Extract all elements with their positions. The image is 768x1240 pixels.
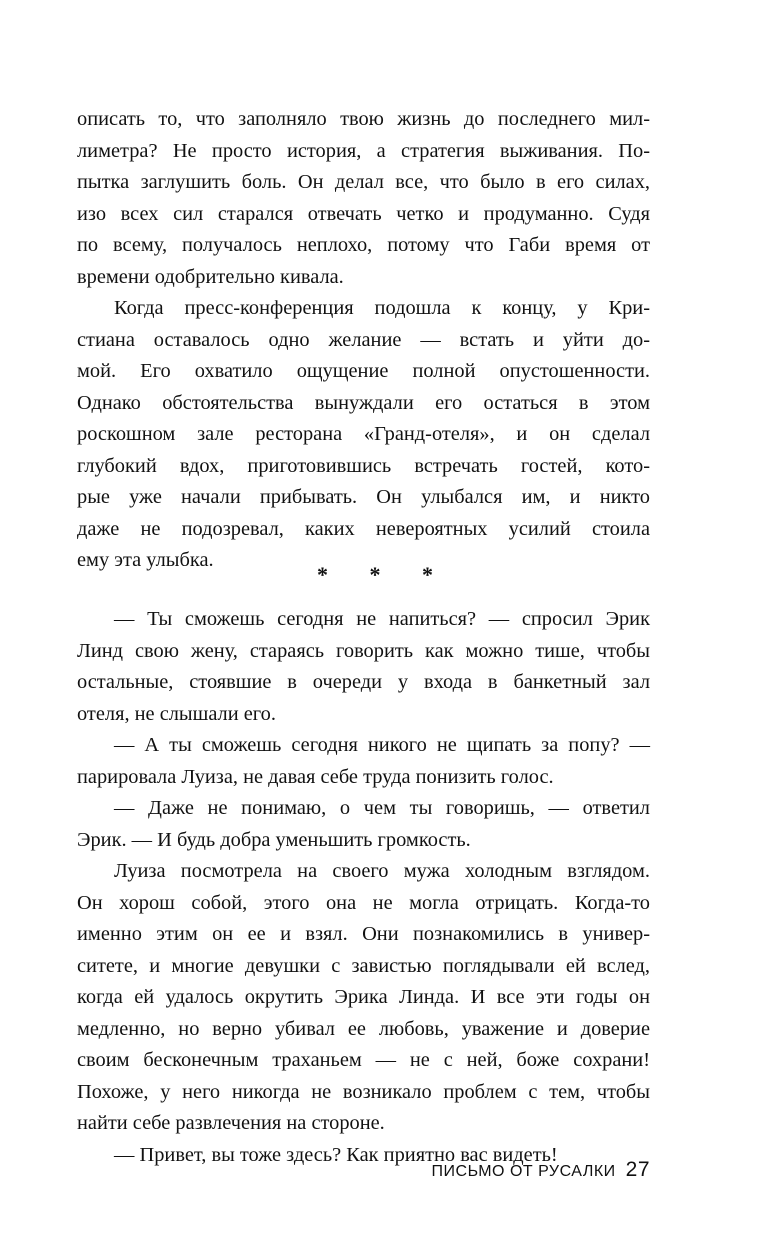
text-line: Линд свою жену, стараясь говорить как можно тише, чтобы <box>77 639 650 662</box>
text-line: — Привет, вы тоже здесь? Как приятно вас видеть! <box>114 1143 558 1166</box>
text-line: рые уже начали прибывать. Он улыбался им, и никто <box>77 486 650 508</box>
text-line: Луиза посмотрела на своего мужа холодным взглядом. <box>114 860 650 882</box>
text-line: по всему, получалось неплохо, потому что Габи время от <box>77 234 650 256</box>
text-line: лиметра? Не просто история, а стратегия выживания. По- <box>77 139 650 162</box>
text-line: мой. Его охватило ощущение полной опустошенности. <box>77 360 650 382</box>
text-line: Однако обстоятельства вынуждали его остаться в этом <box>77 391 650 414</box>
text-line: — Ты сможешь сегодня не напиться? — спросил Эрик <box>114 608 650 630</box>
text-line: медленно, но верно убивал ее любовь, уважение и доверие <box>77 1017 650 1040</box>
text-line: — А ты сможешь сегодня никого не щипать за попу? — <box>114 734 650 756</box>
text-line: описать то, что заполняло твою жизнь до последнего мил- <box>77 108 650 130</box>
text-line: Эрик. — И будь добра уменьшить громкость. <box>77 828 471 851</box>
text-line: найти себе развлечения на стороне. <box>77 1112 385 1134</box>
text-line: остальные, стоявшие в очереди у входа в банкетный зал <box>77 671 650 693</box>
text-line: своим бесконечным траханьем — не с ней, боже сохрани! <box>77 1049 650 1071</box>
text-line: Похоже, у него никогда не возникало проблем с тем, чтобы <box>77 1080 650 1103</box>
text-line: именно этим он ее и взял. Они познакомились в универ- <box>77 923 650 945</box>
text-line: времени одобрительно кивала. <box>77 265 344 288</box>
text-line: роскошном зале ресторана «Гранд-отеля», и он сделал <box>77 423 650 445</box>
text-block-bottom <box>77 604 650 1171</box>
page-number: 27 <box>625 1158 650 1181</box>
text-line: парировала Луиза, не давая себе труда понизить голос. <box>77 765 554 788</box>
text-line: пытка заглушить боль. Он делал все, что было в его силах, <box>77 171 650 193</box>
text-line: даже не подозревал, каких невероятных усилий стоила <box>77 517 650 540</box>
text-line: ситете, и многие девушки с завистью поглядывали ей вслед, <box>77 954 650 977</box>
text-line: Он хорош собой, этого она не могла отрицать. Когда-то <box>77 891 650 914</box>
text-line: ему эта улыбка. <box>77 549 214 571</box>
text-line: отеля, не слышали его. <box>77 702 276 725</box>
text-line: когда ей удалось окрутить Эрика Линда. И все эти годы он <box>77 986 650 1008</box>
section-separator: * * * <box>317 562 451 587</box>
text-line: глубокий вдох, приготовившись встречать гостей, кото- <box>77 454 650 477</box>
text-line: изо всех сил старался отвечать четко и продуманно. Судя <box>77 202 650 225</box>
text-line: Когда пресс-конференция подошла к концу, у Кри- <box>114 297 650 319</box>
text-line: — Даже не понимаю, о чем ты говоришь, — ответил <box>114 797 650 819</box>
page-footer <box>432 1158 650 1182</box>
text-line: стиана оставалось одно желание — встать и уйти до- <box>77 328 650 351</box>
text-block-top <box>77 104 650 577</box>
running-title: ПИСЬМО ОТ РУСАЛКИ <box>431 1163 616 1180</box>
